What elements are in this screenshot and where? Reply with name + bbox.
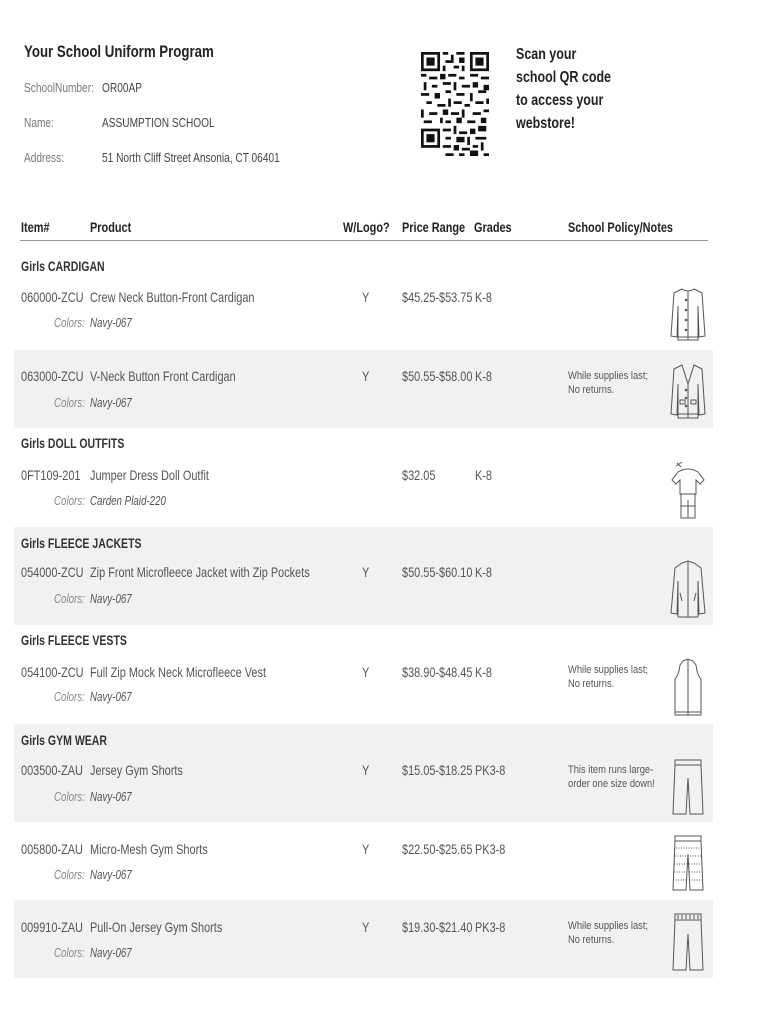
colors-label: Colors: — [54, 396, 85, 410]
logo-flag: Y — [362, 368, 370, 384]
colors-value: Navy-067 — [90, 946, 132, 960]
colors-label: Colors: — [54, 690, 85, 704]
colors-value: Navy-067 — [90, 316, 132, 330]
logo-flag: Y — [362, 289, 370, 305]
price-range: $15.05-$18.25 — [402, 762, 473, 778]
school-header — [24, 42, 404, 165]
colors-label: Colors: — [54, 494, 85, 508]
price-range: $50.55-$60.10 — [402, 564, 473, 580]
item-number: 054100-ZCU — [21, 664, 84, 680]
item-number: 005800-ZAU — [21, 841, 83, 857]
item-number: 003500-ZAU — [21, 762, 83, 778]
table-row[interactable] — [14, 900, 713, 978]
logo-flag: Y — [362, 841, 370, 857]
category-heading: Girls CARDIGAN — [21, 259, 105, 274]
doll-outfit-icon — [668, 460, 708, 522]
policy-note: While supplies last; No returns. — [568, 664, 649, 690]
fleece-vest-icon — [668, 657, 708, 717]
school-address-value: 51 North Cliff Street Ansonia, CT 06401 — [102, 150, 280, 165]
product-name: V-Neck Button Front Cardigan — [90, 368, 236, 384]
product-name: Jersey Gym Shorts — [90, 762, 183, 778]
colors-value: Navy-067 — [90, 396, 132, 410]
category-heading: Girls FLEECE JACKETS — [21, 536, 142, 551]
price-range: $50.55-$58.00 — [402, 368, 473, 384]
table-row[interactable] — [14, 456, 713, 524]
product-name: Crew Neck Button-Front Cardigan — [90, 289, 255, 305]
school-number-value: OR00AP — [102, 80, 143, 95]
pullon-shorts-icon — [668, 912, 708, 974]
product-name: Micro-Mesh Gym Shorts — [90, 841, 208, 857]
product-name: Jumper Dress Doll Outfit — [90, 467, 209, 483]
gym-shorts-icon — [668, 758, 708, 818]
qr-code-icon[interactable] — [421, 52, 489, 156]
grades: PK3-8 — [475, 841, 506, 857]
colors-label: Colors: — [54, 946, 85, 960]
item-number: 0FT109-201 — [21, 467, 81, 483]
item-number: 009910-ZAU — [21, 919, 83, 935]
colors-label: Colors: — [54, 316, 85, 330]
column-header-price: Price Range — [402, 219, 466, 235]
category-heading: Girls GYM WEAR — [21, 733, 108, 748]
colors-value: Navy-067 — [90, 868, 132, 882]
program-title: Your School Uniform Program — [24, 42, 214, 61]
vneck-cardigan-icon — [668, 362, 708, 420]
price-range: $22.50-$25.65 — [402, 841, 473, 857]
grades: K-8 — [475, 289, 493, 305]
column-header-logo: W/Logo? — [343, 219, 390, 235]
logo-flag: Y — [362, 664, 370, 680]
header-divider — [20, 240, 708, 241]
price-range: $38.90-$48.45 — [402, 664, 473, 680]
item-number: 060000-ZCU — [21, 289, 84, 305]
colors-label: Colors: — [54, 790, 85, 804]
grades: K-8 — [475, 368, 493, 384]
colors-value: Navy-067 — [90, 790, 132, 804]
table-row[interactable] — [14, 824, 713, 898]
school-name-label: Name: — [24, 115, 54, 130]
price-range: $45.25-$53.75 — [402, 289, 473, 305]
school-name-value: ASSUMPTION SCHOOL — [102, 115, 215, 130]
colors-value: Carden Plaid-220 — [90, 494, 166, 508]
school-number-label: SchoolNumber: — [24, 80, 94, 95]
school-address-label: Address: — [24, 150, 65, 165]
colors-label: Colors: — [54, 868, 85, 882]
item-number: 063000-ZCU — [21, 368, 84, 384]
table-row[interactable] — [14, 652, 713, 722]
grades: PK3-8 — [475, 919, 506, 935]
item-number: 054000-ZCU — [21, 564, 84, 580]
logo-flag: Y — [362, 762, 370, 778]
table-row[interactable] — [14, 350, 713, 428]
grades: PK3-8 — [475, 762, 506, 778]
scan-qr-instructions: Scan your school QR code to access your webstore! — [516, 46, 612, 132]
category-heading: Girls DOLL OUTFITS — [21, 436, 125, 451]
column-header-item: Item# — [21, 219, 50, 235]
policy-note: While supplies last; No returns. — [568, 370, 649, 396]
policy-note: This item runs large-order one size down! — [568, 764, 655, 790]
policy-note: While supplies last; No returns. — [568, 920, 649, 946]
price-range: $19.30-$21.40 — [402, 919, 473, 935]
colors-value: Navy-067 — [90, 690, 132, 704]
column-header-notes: School Policy/Notes — [568, 219, 673, 235]
product-name: Zip Front Microfleece Jacket with Zip Pockets — [90, 564, 310, 580]
column-header-product: Product — [90, 219, 132, 235]
product-name: Pull-On Jersey Gym Shorts — [90, 919, 223, 935]
grades: K-8 — [475, 664, 493, 680]
colors-label: Colors: — [54, 592, 85, 606]
category-heading: Girls FLEECE VESTS — [21, 633, 127, 648]
mesh-shorts-icon — [668, 834, 708, 894]
price-range: $32.05 — [402, 467, 436, 483]
logo-flag: Y — [362, 564, 370, 580]
product-name: Full Zip Mock Neck Microfleece Vest — [90, 664, 266, 680]
table-row[interactable] — [14, 280, 713, 346]
column-header-grades: Grades — [474, 219, 512, 235]
cardigan-icon — [668, 286, 708, 342]
grades: K-8 — [475, 467, 493, 483]
fleece-jacket-icon — [668, 559, 708, 619]
colors-value: Navy-067 — [90, 592, 132, 606]
grades: K-8 — [475, 564, 493, 580]
logo-flag: Y — [362, 919, 370, 935]
